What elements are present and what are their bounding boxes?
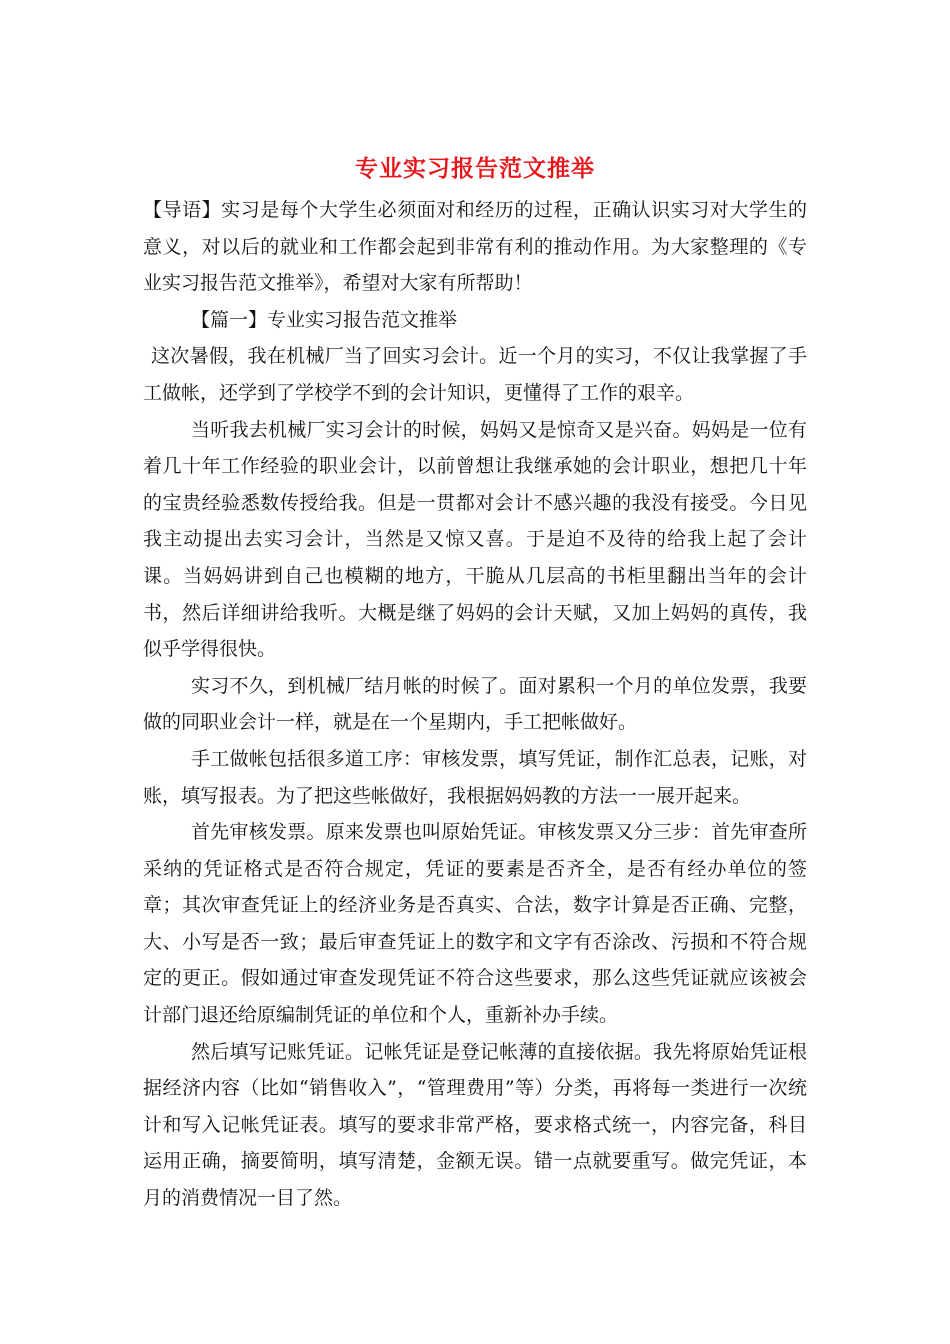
section-heading: 【篇一】专业实习报告范文推举 [191, 308, 458, 331]
document-body [143, 192, 807, 1217]
intro-paragraph: 【导语】实习是每个大学生必须面对和经历的过程，正确认识实习对大学生的意义，对以后的就业和工作都会起到非常有利的推动作用。为大家整理的《专业实习报告范文推举》，希望对大家有所帮助！ [143, 199, 807, 295]
body-paragraph-2: 当听我去机械厂实习会计的时候，妈妈又是惊奇又是兴奋。妈妈是一位有着几十年工作经验的职业会计，以前曾想让我继承她的会计职业，想把几十年的宝贵经验悉数传授给我。但是一贯都对会计不感兴趣的我没有接受。今日见我主动提出去实习会计，当然是又惊又喜。于是迫不及待的给我上起了会计课。当妈妈讲到自己也模糊的地方，干脆从几层高的书柜里翻出当年的会计书，然后详细讲给我听。大概是继了妈妈的会计天赋，又加上妈妈的真传，我似乎学得很快。 [143, 418, 807, 661]
body-paragraph-3: 实习不久，到机械厂结月帐的时候了。面对累积一个月的单位发票，我要做的同职业会计一样，就是在一个星期内，手工把帐做好。 [143, 674, 807, 734]
body-paragraph-5: 首先审核发票。原来发票也叫原始凭证。审核发票又分三步：首先审查所采纳的凭证格式是否符合规定，凭证的要素是否齐全，是否有经办单位的签章；其次审查凭证上的经济业务是否真实、合法，数字计算是否正确、完整，大、小写是否一致；最后审查凭证上的数字和文字有否涂改、污损和不符合规定的更正。假如通过审查发现凭证不符合这些要求，那么这些凭证就应该被会计部门退还给原编制凭证的单位和个人，重新补办手续。 [143, 821, 807, 1027]
body-paragraph-6: 然后填写记账凭证。记帐凭证是登记帐薄的直接依据。我先将原始凭证根据经济内容（比如“销售收入”，“管理费用”等）分类，再将每一类进行一次统计和写入记帐凭证表。填写的要求非常严格，要求格式统一，内容完备，科目运用正确，摘要简明，填写清楚，金额无误。错一点就要重写。做完凭证，本月的消费情况一目了然。 [143, 1040, 807, 1210]
body-paragraph-1: 这次暑假，我在机械厂当了回实习会计。近一个月的实习，不仅让我掌握了手工做帐，还学到了学校学不到的会计知识，更懂得了工作的艰辛。 [143, 345, 807, 404]
body-paragraph-4: 手工做帐包括很多道工序：审核发票，填写凭证，制作汇总表，记账，对账，填写报表。为了把这些帐做好，我根据妈妈教的方法一一展开起来。 [143, 747, 807, 807]
document-title: 专业实习报告范文推举 [355, 155, 595, 182]
